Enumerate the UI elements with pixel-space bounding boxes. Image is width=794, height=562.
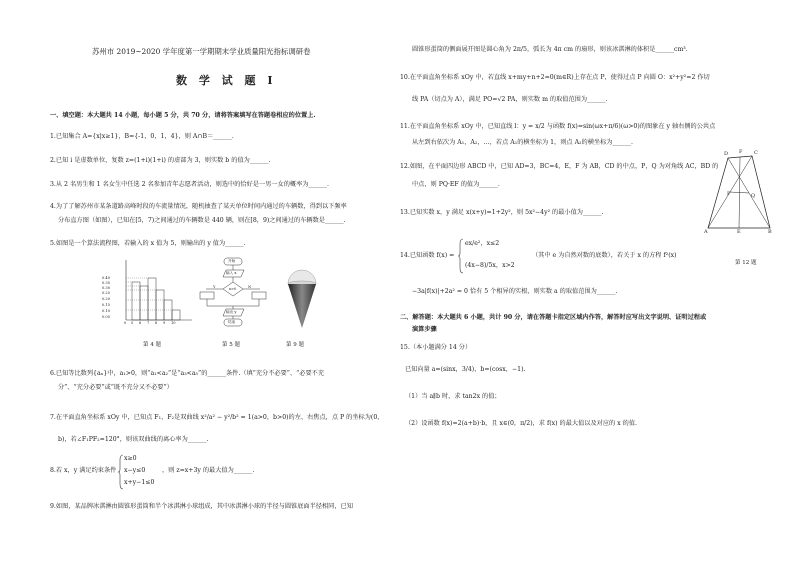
question-12-line1: 12.如图，在平面四边形 ABCD 中，已知 AD=3，BC=4，E，F 为 AB，CD 的中点，P，Q 为对角线 AC，BD 的 [400,163,719,170]
fig4-ytick: 0.25 [102,291,111,295]
fig12-label-Q: Q [751,193,756,199]
flow-input: 输入 x [226,271,237,275]
fig12-label-P: P [727,191,731,197]
question-7-line1: 7.在平面直角坐标系 xOy 中，已知点 F₁，F₂是双曲线 x²/a² − y²/b² = 1(a>0，b>0)的左、右焦点，点 P 的坐标为(0， [50,414,384,421]
question-11-line1: 11.在平面直角坐标系 xOy 中，已知直线 l：y = x/2 与函数 f(x)=sin(ωx+π/6)(ω>0)的图象在 y 轴右侧的公共点 [400,123,716,130]
fig4-xtick: 10 [171,321,176,325]
question-14-case-1: ex/e²，x≤2 [465,240,500,247]
question-14-brace [458,238,464,274]
fig4-xtick: 5 [131,321,134,325]
figure-4-caption: 第 4 题 [143,342,161,348]
fig12-label-A: A [704,229,708,235]
question-11-line2: 从左到右依次为 A₁，A₂，…，若点 A₁的横坐标为 1，则点 A₂的横坐标为______. [412,139,634,146]
question-13: 13.已知实数 x，y 满足 x(x+y)=1+2y²，则 5x²−4y² 的最小值为______. [400,209,604,216]
exam-header: 苏州市 2019~2020 学年度第一学期期末学业质量阳光指标调研卷 [92,47,311,56]
section-solutions-line1: 二、解答题：本大题共 6 小题，共计 90 分，请在答题卡指定区域内作答，解答时应写出文字说明、证明过程或 [400,314,707,321]
fig12-label-F: F [739,149,743,155]
figure-5-caption: 第 5 题 [222,342,240,348]
fig4-xtick: 9 [163,321,166,325]
question-8-prefix: 8.若 x，y 满足约束条件 [50,467,117,474]
question-6-line2: 分”、“充分必要”或“既不充分又不必要”） [58,384,173,391]
question-4-line1: 4.为了了解苏州市某条道路高峰时段的车流量情况，随机抽查了某天单位时间内通过的车辆数，得到以下频率 [50,203,347,210]
figure-9-ice-cream-cone [282,262,322,330]
fig12-label-D: D [724,151,729,157]
flow-no: N [248,285,252,289]
fig4-xtick: 0 [124,321,127,325]
fig4-xtick: 6 [139,321,142,325]
fig12-label-E: E [737,229,741,235]
question-1: 1.已知集合 A={x|x≥1}，B={-1，0，1，4}，则 A∩B＝______. [50,133,234,140]
figure-4-histogram [112,256,194,328]
fig4-xtick: 8 [155,321,158,325]
question-15-header: 15.（本小题满分 14 分） [400,344,472,351]
question-5: 5.如图是一个算法流程图，若输入的 x 值为 5，则输出的 y 值为______. [50,240,246,247]
fig4-ytick: 0.20 [102,297,111,301]
question-14-line2: −3a|f(x)|+2a² = 0 恰有 5 个相异的实根，则实数 a 的取值范围为______. [412,288,618,295]
question-7-line2: b)，若∠F₁PF₂=120°，则该双曲线的离心率为______. [58,436,209,443]
section-fill-in: 一、填空题：本大题共 14 小题，每小题 5 分，共 70 分，请将答案填写在答题卷相应的位置上. [50,112,316,119]
flow-end: 结束 [228,320,236,324]
fig4-ytick: 0.05 [102,315,111,319]
question-8-suffix: ，则 z=x+3y 的最大值为______. [162,467,255,474]
exam-title: 数 学 试 题 Ⅰ [176,74,277,87]
question-4-line2: 分布直方图（如图），已知在[5，7)之间通过的车辆数是 440 辆，则在[8，9)之间通过的车辆数是______. [58,217,346,224]
question-8-constraint-3: x+y−1≤0 [124,479,155,486]
question-12-line2: 中点，则 PQ·EF 的值为______. [412,181,500,188]
fig4-ytick: 0.15 [102,303,111,307]
question-2: 2.已知 i 是虚数单位，复数 z=(1+i)(1+i) 的虚部为 3，则实数 b 的值为______. [50,157,271,164]
flow-output: 输出 y [226,310,237,314]
fig4-ytick: 0.30 [102,286,111,290]
question-15-part1: （1）当 a∥b 时，求 tan2x 的值； [405,393,501,400]
fig12-label-B: B [768,229,772,235]
fig4-ytick: 0.40 [102,276,111,280]
figure-12-quadrilateral [704,150,772,236]
section-solutions-line2: 演算步骤 [412,326,437,333]
flow-condition: x>0 [229,287,237,291]
question-15-part2: （2）设函数 f(x)=2(a+b)·b，且 x∈(0，π/2)，求 f(x) 的最大值以及对应的 x 的值. [405,420,637,427]
flow-start: 开始 [228,259,236,263]
flow-yes: Y [213,285,216,289]
question-9: 9.如图，某品牌冰淇淋由圆锥形蛋筒和半个冰淇淋小球组成，其中冰淇淋小球的半径与圆锥底面半径相同，已知 [50,503,353,510]
figure-5-flowchart [196,256,272,328]
fig4-ytick: 0.35 [102,281,111,285]
question-10-line2: 线 PA（切点为 A），满足 PO=√2 PA，则实数 m 的取值范围为______. [412,96,608,103]
fig4-ytick: 0.10 [102,309,111,313]
question-14-prefix: 14.已知函数 f(x) = [400,252,455,259]
question-14-suffix: （其中 e 为自然对数的底数），若关于 x 的方程 f²(x) [532,252,677,259]
question-14-case-2: (4x−8)/5x，x>2 [465,262,515,269]
figure-9-caption: 第 9 题 [286,342,304,348]
question-6-line1: 6.已知等比数列{aₙ}中，a₁>0，则“a₁<a₂”是“a₃<a₅”的______条件.（填“充分不必要”、“必要不充 [50,370,325,377]
question-10-line1: 10.在平面直角坐标系 xOy 中，若直线 x+my+n+2=0(m∈R)上存在点 P，使得过点 P 向圆 O：x²+y²=2 作切 [400,74,710,81]
question-3: 3.从 2 名男生和 1 名女生中任选 2 名参加青年志愿者活动，则选中的恰好是一男一女的概率为______. [50,181,329,188]
fig12-label-C: C [754,150,758,156]
question-9-continued: 圆锥形蛋筒的侧面展开图是圆心角为 2π/5，弧长为 4π cm 的扇形，则该冰淇淋的体积是______cm³. [412,46,688,53]
fig4-xtick: 7 [147,321,150,325]
question-15-given: 已知向量 a=(sinx，3/4)，b=(cosx，−1). [405,366,526,373]
question-8-constraint-1: x≥0 [124,455,137,462]
figure-12-caption: 第 12 题 [735,260,757,266]
question-8-constraint-2: x−y≤0 [124,467,146,474]
